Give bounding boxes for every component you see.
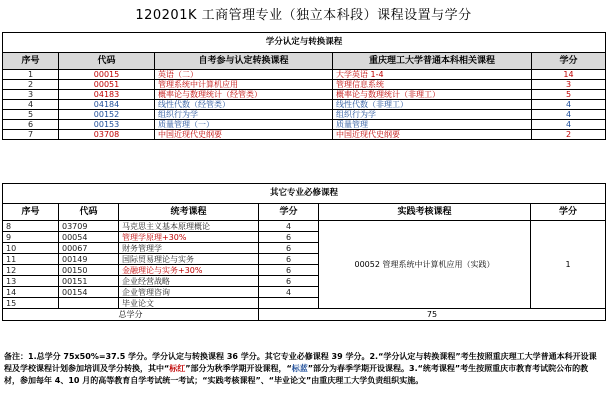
- exam-course: 英语（二）: [155, 70, 333, 80]
- credit-value: 6: [259, 265, 319, 276]
- course-code: [59, 298, 119, 309]
- exam-course: 组织行为学: [155, 110, 333, 120]
- unified-exam-course: 国际贸易理论与实务: [119, 254, 259, 265]
- credit-value: 2: [532, 130, 606, 140]
- credit-value: 4: [532, 120, 606, 130]
- total-label: 总学分: [3, 309, 259, 321]
- exam-course: 管理系统中计算机应用: [155, 80, 333, 90]
- course-code: 00067: [59, 243, 119, 254]
- table-row: [3, 90, 606, 100]
- unified-exam-course: 金融理论与实务+30%: [119, 265, 259, 276]
- univ-course: 中国近现代史纲要: [333, 130, 532, 140]
- col-header-code: 代码: [59, 53, 155, 70]
- credit-value: 4: [259, 221, 319, 232]
- row-number: 8: [3, 221, 59, 232]
- practice-course: 00052 管理系统中计算机应用（实践）: [319, 221, 531, 309]
- univ-course: 概率论与数理统计（非理工）: [333, 90, 532, 100]
- unified-exam-course: 企业经营战略: [119, 276, 259, 287]
- unified-exam-course: 管理学原理+30%: [119, 232, 259, 243]
- course-code: 00151: [59, 276, 119, 287]
- row-number: 9: [3, 232, 59, 243]
- row-number: 12: [3, 265, 59, 276]
- table-row: [3, 100, 606, 110]
- page-title: 120201K 工商管理专业（独立本科段）课程设置与学分: [135, 8, 472, 23]
- row-number: 11: [3, 254, 59, 265]
- exam-course: 中国近现代史纲要: [155, 130, 333, 140]
- notes-part3: ”部分为春季学期开设课程。3.“统考课程”考生按照重庆市教育考试院公布的教材，参加每年 4、10 月的高等教育自学考试统一考试；“实践考核课程”、“毕业论文”由重庆理工大学负责组织实施。: [4, 364, 589, 385]
- row-number: 13: [3, 276, 59, 287]
- section1-heading: 学分认定与转换课程: [3, 33, 606, 53]
- col-header-credit: 学分: [532, 53, 606, 70]
- col-header-credit: 学分: [259, 204, 319, 221]
- univ-course: 大学英语 1-4: [333, 70, 532, 80]
- row-number: 14: [3, 287, 59, 298]
- credit-value: 4: [532, 110, 606, 120]
- exam-course: 概率论与数理统计（经管类）: [155, 90, 333, 100]
- exam-course: 质量管理（一）: [155, 120, 333, 130]
- row-number: 3: [3, 90, 59, 100]
- notes-blue-word: 标蓝: [291, 364, 308, 373]
- unified-exam-course: 毕业论文: [119, 298, 259, 309]
- credit-value: 6: [259, 232, 319, 243]
- course-code: 03709: [59, 221, 119, 232]
- required-courses-table: [2, 183, 606, 321]
- univ-course: 管理信息系统: [333, 80, 532, 90]
- univ-course: 线性代数（非理工）: [333, 100, 532, 110]
- exam-course: 线性代数（经管类）: [155, 100, 333, 110]
- course-code: 00153: [59, 120, 155, 130]
- notes-part2: ”部分为秋季学期开设课程，“: [185, 364, 292, 373]
- course-code: 00051: [59, 80, 155, 90]
- credit-value: 4: [259, 287, 319, 298]
- course-code: 00150: [59, 265, 119, 276]
- table-row: [3, 120, 606, 130]
- notes-part1: 备注：1.总学分 75x50%=37.5 学分。学分认定与转换课程 36 学分。其它专业必修课程 39 学分。2.“学分认定与转换课程”考生按照重庆理工大学普通本科开设课程及学校课程计划参加培训及学分转换，其中“: [4, 352, 597, 373]
- table-row: [3, 70, 606, 80]
- course-code: 04184: [59, 100, 155, 110]
- course-code: 03708: [59, 130, 155, 140]
- section2-heading: 其它专业必修课程: [3, 184, 606, 204]
- row-number: 5: [3, 110, 59, 120]
- col-header-univ-course: 重庆理工大学普通本科相关课程: [333, 53, 532, 70]
- table-row: [3, 110, 606, 120]
- row-number: 1: [3, 70, 59, 80]
- total-value: 75: [259, 309, 606, 321]
- univ-course: 质量管理: [333, 120, 532, 130]
- col-header-no: 序号: [3, 204, 59, 221]
- notes-red-word: 标红: [169, 364, 186, 373]
- unified-exam-course: 企业管理咨询: [119, 287, 259, 298]
- row-number: 10: [3, 243, 59, 254]
- course-code: 00152: [59, 110, 155, 120]
- course-code: 04183: [59, 90, 155, 100]
- col-header-code: 代码: [59, 204, 119, 221]
- table-row: [3, 221, 606, 232]
- row-number: 15: [3, 298, 59, 309]
- row-number: 7: [3, 130, 59, 140]
- credit-value: [259, 298, 319, 309]
- course-code: 00015: [59, 70, 155, 80]
- credit-value: 14: [532, 70, 606, 80]
- practice-credit: 1: [531, 221, 606, 309]
- unified-exam-course: 马克思主义基本原理概论: [119, 221, 259, 232]
- course-code: 00054: [59, 232, 119, 243]
- course-code: 00149: [59, 254, 119, 265]
- col-header-exam-course: 自考参与认定转换课程: [155, 53, 333, 70]
- col-header-no: 序号: [3, 53, 59, 70]
- credit-value: 6: [259, 254, 319, 265]
- credit-conversion-table: [2, 32, 606, 140]
- col-header-practice-course: 实践考核课程: [319, 204, 531, 221]
- table-row: [3, 130, 606, 140]
- row-number: 6: [3, 120, 59, 130]
- row-number: 4: [3, 100, 59, 110]
- row-number: 2: [3, 80, 59, 90]
- univ-course: 组织行为学: [333, 110, 532, 120]
- unified-exam-course: 财务管理学: [119, 243, 259, 254]
- col-header-practice-credit: 学分: [531, 204, 606, 221]
- credit-value: 6: [259, 243, 319, 254]
- credit-value: 4: [532, 100, 606, 110]
- credit-value: 5: [532, 90, 606, 100]
- credit-value: 6: [259, 276, 319, 287]
- table-row: [3, 80, 606, 90]
- col-header-unified-exam: 统考课程: [119, 204, 259, 221]
- course-code: 00154: [59, 287, 119, 298]
- credit-value: 3: [532, 80, 606, 90]
- notes: [4, 351, 604, 387]
